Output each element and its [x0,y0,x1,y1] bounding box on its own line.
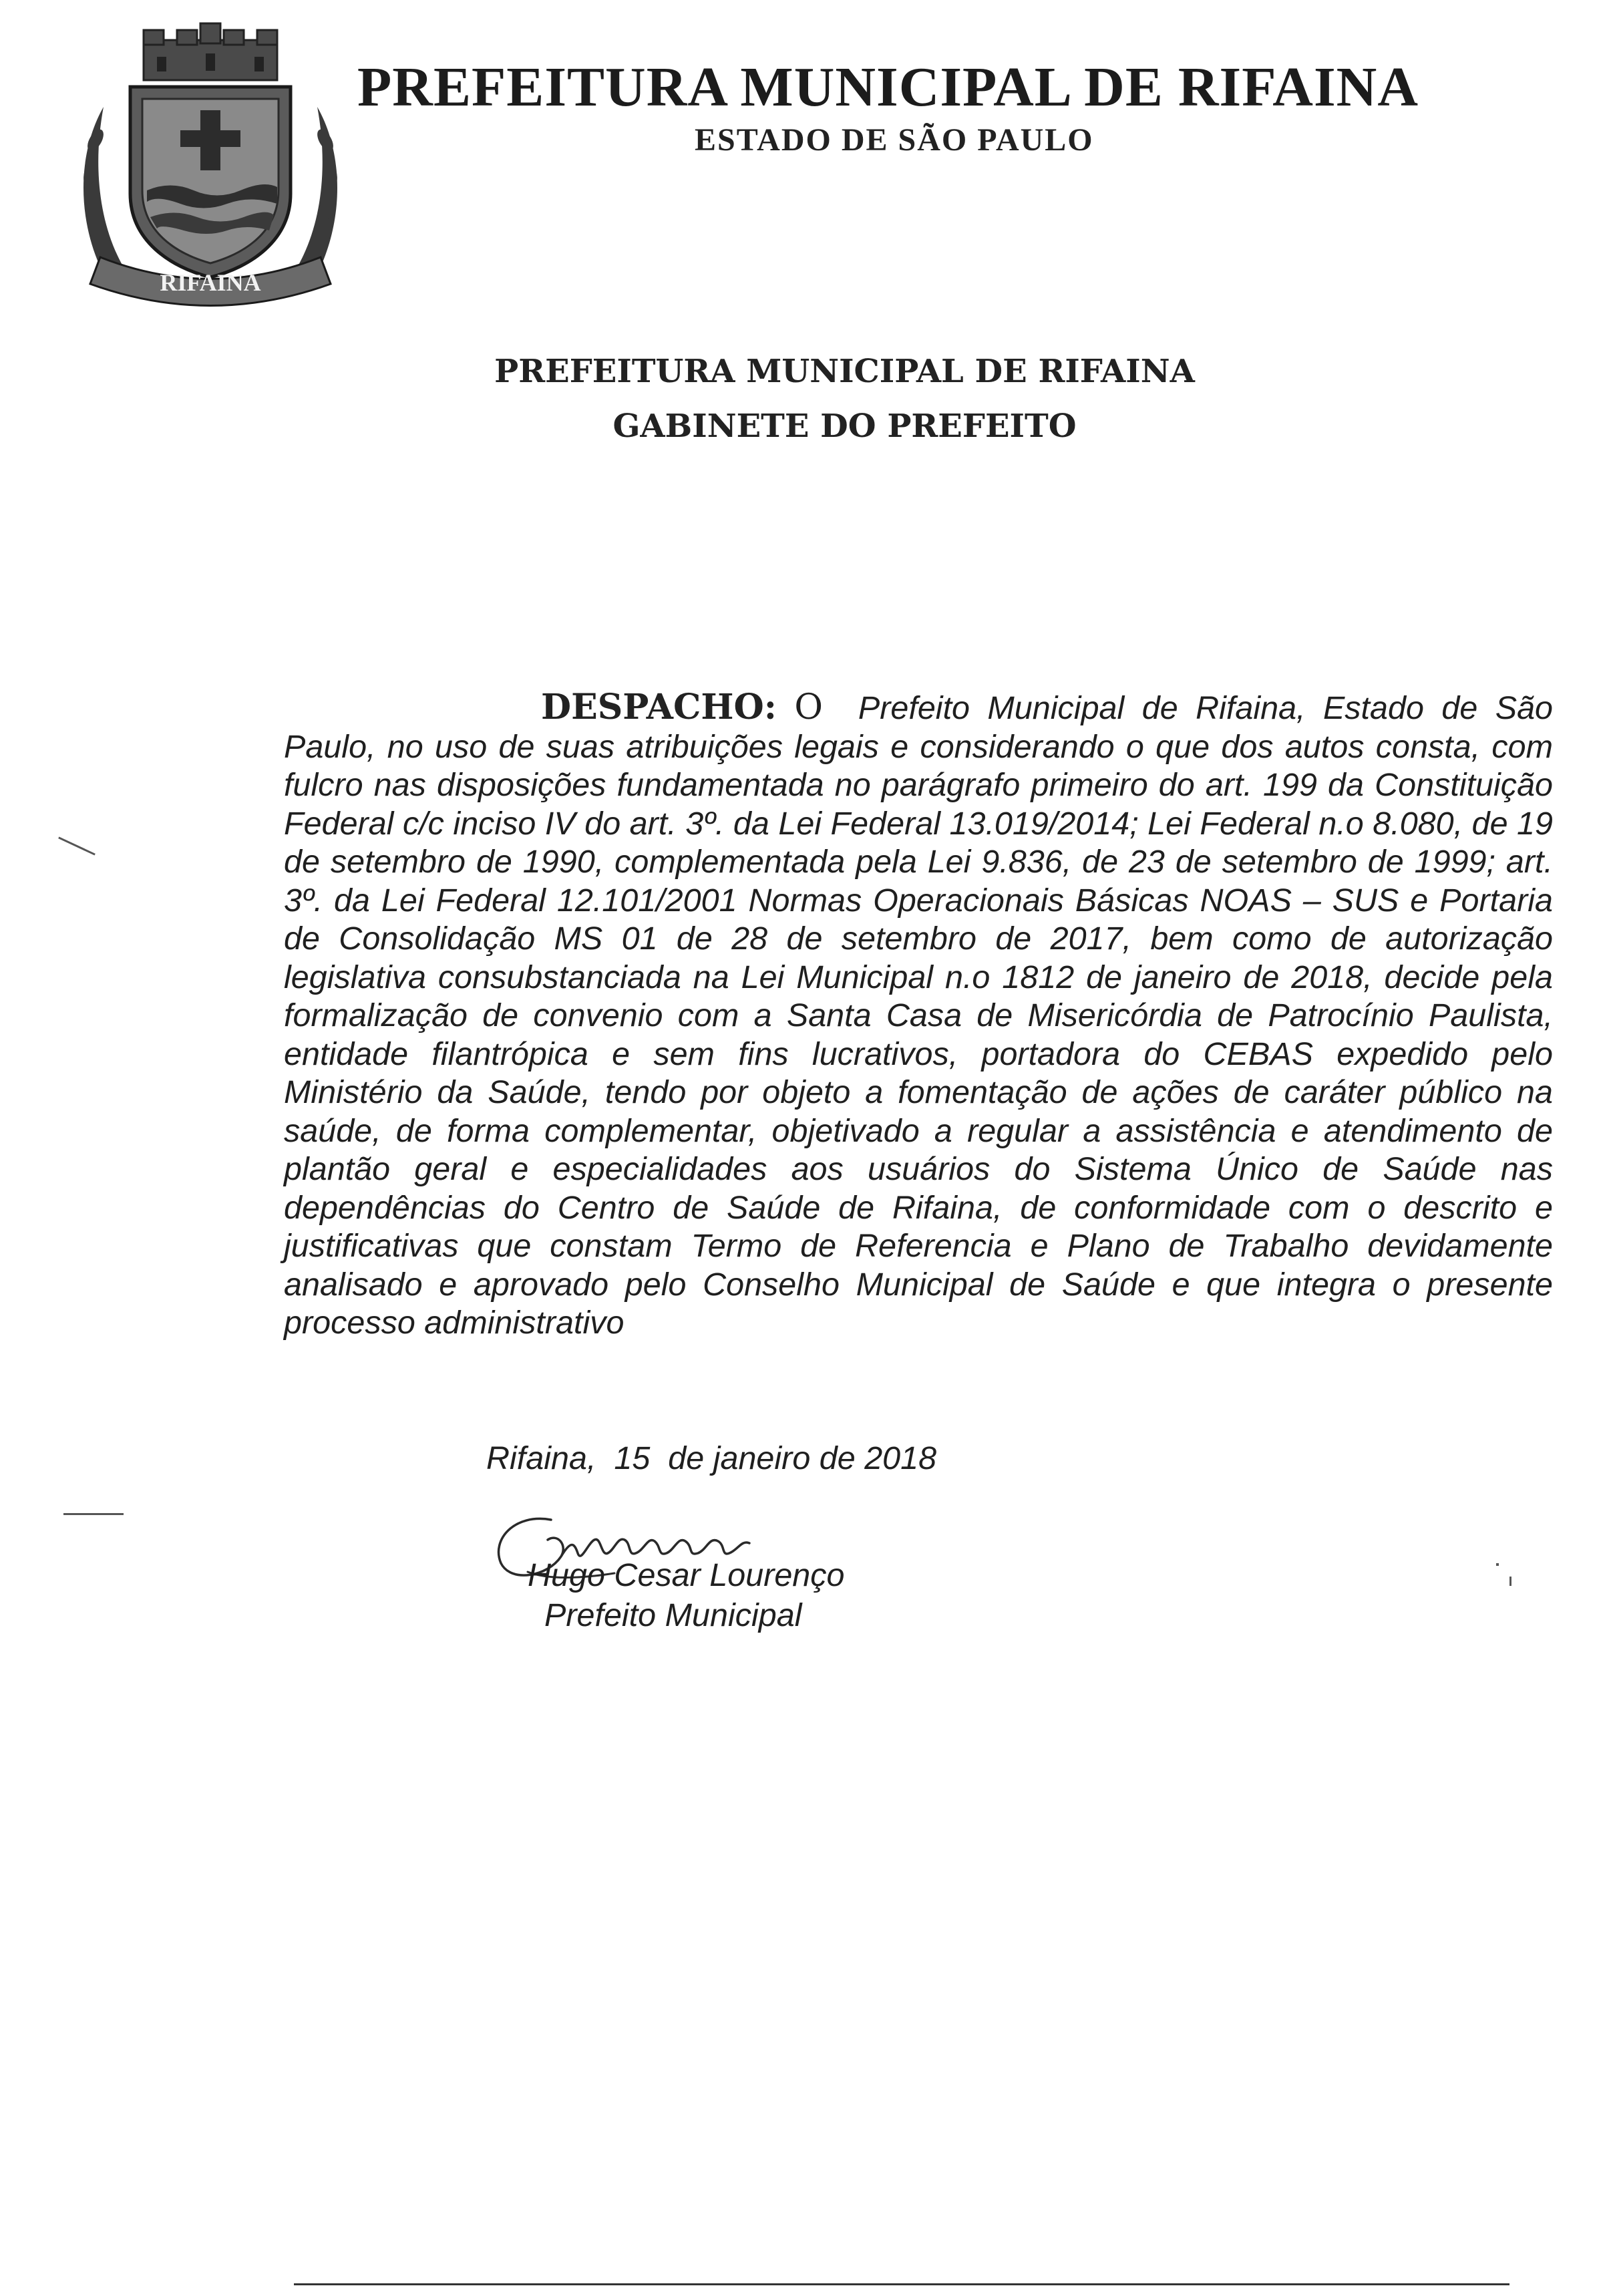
header-title: PREFEITURA MUNICIPAL DE RIFAINA [357,56,1419,118]
signer-role: Prefeito Municipal [544,1597,802,1633]
scan-mark [63,1513,124,1515]
footer-rule [294,2283,1509,2285]
crest-ribbon-text: RIFAINA [160,269,261,296]
dispatch-paragraph [284,688,1553,1343]
dispatch-article: O [794,687,824,727]
scan-mark [58,836,96,855]
cabinet-heading: GABINETE DO PREFEITO [612,407,1077,445]
scan-mark [1509,1577,1511,1586]
scan-mark [1496,1563,1499,1566]
header-subtitle: ESTADO DE SÃO PAULO [695,122,1094,158]
signer-name: Hugo Cesar Lourenço [528,1557,845,1593]
dispatch-label: DESPACHO: [541,687,777,727]
office-heading: PREFEITURA MUNICIPAL DE RIFAINA [494,353,1195,390]
date-line: Rifaina, 15 de janeiro de 2018 [486,1440,937,1476]
dispatch-text: Prefeito Municipal de Rifaina, Estado de São Paulo, no uso de suas atribuições legais e considerando o que dos autos consta, com fulcro nas disposições fundamentada no parágrafo primeiro do art. 199 da Constituição Federal c/c inciso IV do art. 3º. da Lei Federal 13.019/2014; Lei Federal n.o 8.080, de 19 de setembro de 1990, complementada pela Lei 9.836, de 23 de setembro de 1999; art. 3º. da Lei Federal 12.101/2001 Normas Operacionais Básicas NOAS – SUS e Portaria de Consolidação MS 01 de 28 de setembro de 2017, bem como de autorização legislativa consubstanciada na Lei Municipal n.o 1812 de janeiro de 2018, decide pela formalização de convenio com a Santa Casa de Misericórdia de Patrocínio Paulista, entidade filantrópica e sem fins lucrativos, portadora do CEBAS expedido pelo Ministério da Saúde, tendo por objeto a fomentação de ações de caráter público na saúde, de forma complementar, objetivado a regular a assistência e atendimento de plantão geral e especialidades aos usuários do Sistema Único de Saúde nas dependências do Centro de Saúde de Rifaina, de conformidade com o descrito e justificativas que constam Termo de Referencia e Plano de Trabalho devidamente analisado e aprovado pelo Conselho Municipal de Saúde e que integra o presente processo administrativo [284,690,1554,1341]
municipal-crest-logo [63,20,357,314]
